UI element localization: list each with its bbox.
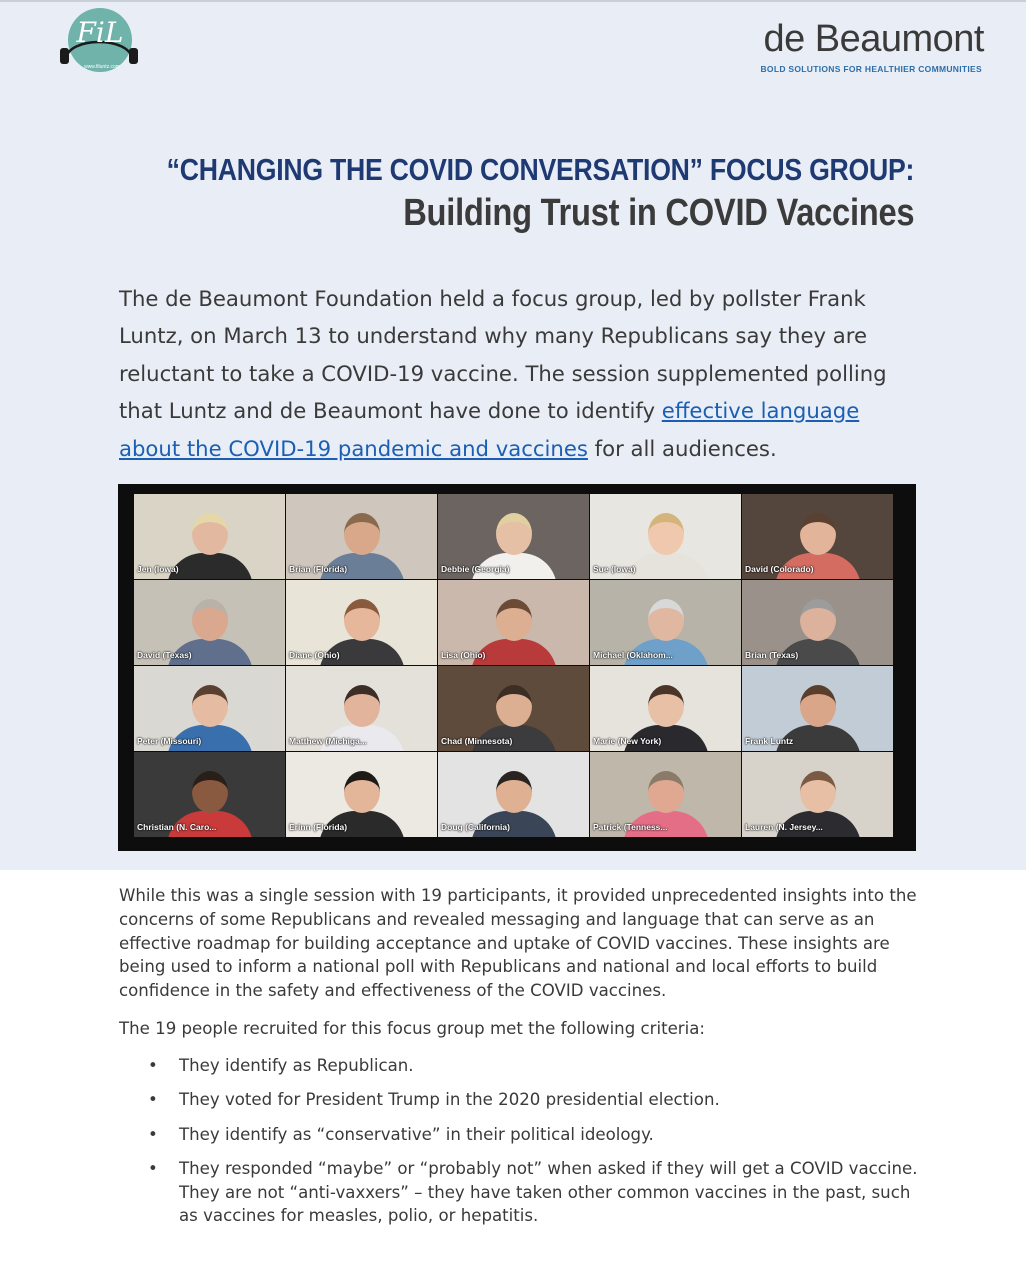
participant-face xyxy=(344,513,380,555)
intro-text-before-link: The de Beaumont Foundation held a focus group, led by pollster Frank Luntz, on March 13 to understand why many Republicans say they are reluctant to take a COVID-19 vaccine. The session supplemented polling that Luntz and de Beaumont have done to identify xyxy=(119,286,887,424)
participant-name: Michael (Oklahom... xyxy=(593,650,673,660)
participant-name: David (Colorado) xyxy=(745,564,814,574)
intro-text-after-link: for all audiences. xyxy=(587,435,777,461)
effective-language-link[interactable]: effective language about the COVID-19 pandemic and vaccines xyxy=(119,398,860,461)
participant-name: Jen (Iowa) xyxy=(137,564,179,574)
fil-logo xyxy=(58,6,140,80)
participant-tile xyxy=(438,494,589,579)
participant-tile xyxy=(134,580,285,665)
criteria-item-text: They identify as “conservative” in their political ideology. xyxy=(179,1124,654,1144)
participant-tile xyxy=(742,666,893,751)
participant-grid xyxy=(134,494,893,839)
participant-face xyxy=(648,771,684,813)
participant-name: Patrick (Tenness... xyxy=(593,822,668,832)
participant-face xyxy=(344,599,380,641)
title-line-2: Building Trust in COVID Vaccines xyxy=(402,192,914,234)
participant-face xyxy=(496,771,532,813)
summary-paragraph: While this was a single session with 19 participants, it provided unprecedented insights into the concerns of some Republicans and revealed messaging and language that can serve as an effective roadmap for building acceptance and uptake of COVID vaccines. These insights are being used to inform a national poll with Republicans and national and local efforts to build confidence in the safety and effectiveness of the COVID vaccines. xyxy=(119,886,917,1001)
participant-name: Peter (Missouri) xyxy=(137,736,202,746)
participant-face xyxy=(496,513,532,555)
participant-name: Debbie (Georgia) xyxy=(441,564,510,574)
criteria-item xyxy=(146,1157,926,1228)
bullet-icon: • xyxy=(148,1124,158,1144)
fil-logo-url: www.filuntz.com xyxy=(84,64,120,70)
participant-name: David (Texas) xyxy=(137,650,192,660)
participant-name: Frank Luntz xyxy=(745,736,794,746)
participant-tile xyxy=(286,580,437,665)
participant-name: Lauren (N. Jersey... xyxy=(745,822,823,832)
title-line-1: “CHANGING THE COVID CONVERSATION” FOCUS GROUP: xyxy=(166,152,914,187)
brand-name: de Beaumont xyxy=(763,18,984,60)
participant-face xyxy=(192,513,228,555)
participant-name: Erinn (Florida) xyxy=(289,822,348,832)
brand-tagline: BOLD SOLUTIONS FOR HEALTHIER COMMUNITIES xyxy=(760,64,982,74)
video-call-screenshot xyxy=(118,484,916,851)
participant-face xyxy=(496,599,532,641)
participant-tile xyxy=(134,752,285,837)
participant-tile xyxy=(286,752,437,837)
participant-tile xyxy=(742,494,893,579)
participant-face xyxy=(800,685,836,727)
criteria-item xyxy=(146,1123,926,1147)
participant-face xyxy=(800,513,836,555)
participant-tile xyxy=(742,752,893,837)
participant-face xyxy=(800,771,836,813)
bullet-icon: • xyxy=(148,1056,158,1075)
participant-tile xyxy=(590,752,741,837)
participant-tile xyxy=(286,666,437,751)
participant-tile xyxy=(286,494,437,579)
fil-logo-text: FiL xyxy=(76,16,124,49)
participant-face xyxy=(648,599,684,641)
participant-tile xyxy=(590,580,741,665)
participant-tile xyxy=(438,666,589,751)
participant-tile xyxy=(134,666,285,751)
participant-tile xyxy=(590,494,741,579)
criteria-item xyxy=(146,1088,926,1112)
criteria-list xyxy=(146,1054,926,1239)
criteria-item-text: They responded “maybe” or “probably not” when asked if they will get a COVID vaccine. They are not “anti-vaxxers” – they have taken other common vaccines in the past, such as vaccines for measles, polio, or hepatitis. xyxy=(179,1158,918,1226)
participant-tile xyxy=(134,494,285,579)
participant-name: Marie (New York) xyxy=(593,736,662,746)
participant-body xyxy=(167,553,253,579)
bullet-icon: • xyxy=(148,1090,158,1110)
participant-face xyxy=(648,513,684,555)
participant-name: Diane (Ohio) xyxy=(289,650,340,660)
participant-name: Lisa (Ohio) xyxy=(441,650,486,660)
participant-face xyxy=(496,685,532,727)
intro-paragraph xyxy=(119,280,919,467)
participant-face xyxy=(192,599,228,641)
participant-face xyxy=(192,685,228,727)
participant-face xyxy=(344,771,380,813)
participant-tile xyxy=(590,666,741,751)
participant-face xyxy=(344,685,380,727)
de-beaumont-logo xyxy=(760,18,984,74)
participant-name: Matthew (Michiga... xyxy=(289,736,367,746)
participant-name: Brian (Texas) xyxy=(745,650,799,660)
participant-name: Christian (N. Caro... xyxy=(137,822,217,832)
participant-tile xyxy=(742,580,893,665)
participant-face xyxy=(800,599,836,641)
participant-face xyxy=(648,685,684,727)
criteria-item xyxy=(146,1054,926,1078)
criteria-item-text: They voted for President Trump in the 2020 presidential election. xyxy=(179,1090,720,1110)
participant-face xyxy=(192,771,228,813)
bullet-icon: • xyxy=(148,1158,158,1178)
participant-tile xyxy=(438,580,589,665)
participant-name: Doug (California) xyxy=(441,822,510,832)
participant-tile xyxy=(438,752,589,837)
participant-name: Chad (Minnesota) xyxy=(441,736,513,746)
criteria-item-text: They identify as Republican. xyxy=(179,1056,414,1075)
criteria-intro: The 19 people recruited for this focus group met the following criteria: xyxy=(119,1019,705,1038)
participant-name: Brian (Florida) xyxy=(289,564,348,574)
participant-name: Sue (Iowa) xyxy=(593,564,636,574)
